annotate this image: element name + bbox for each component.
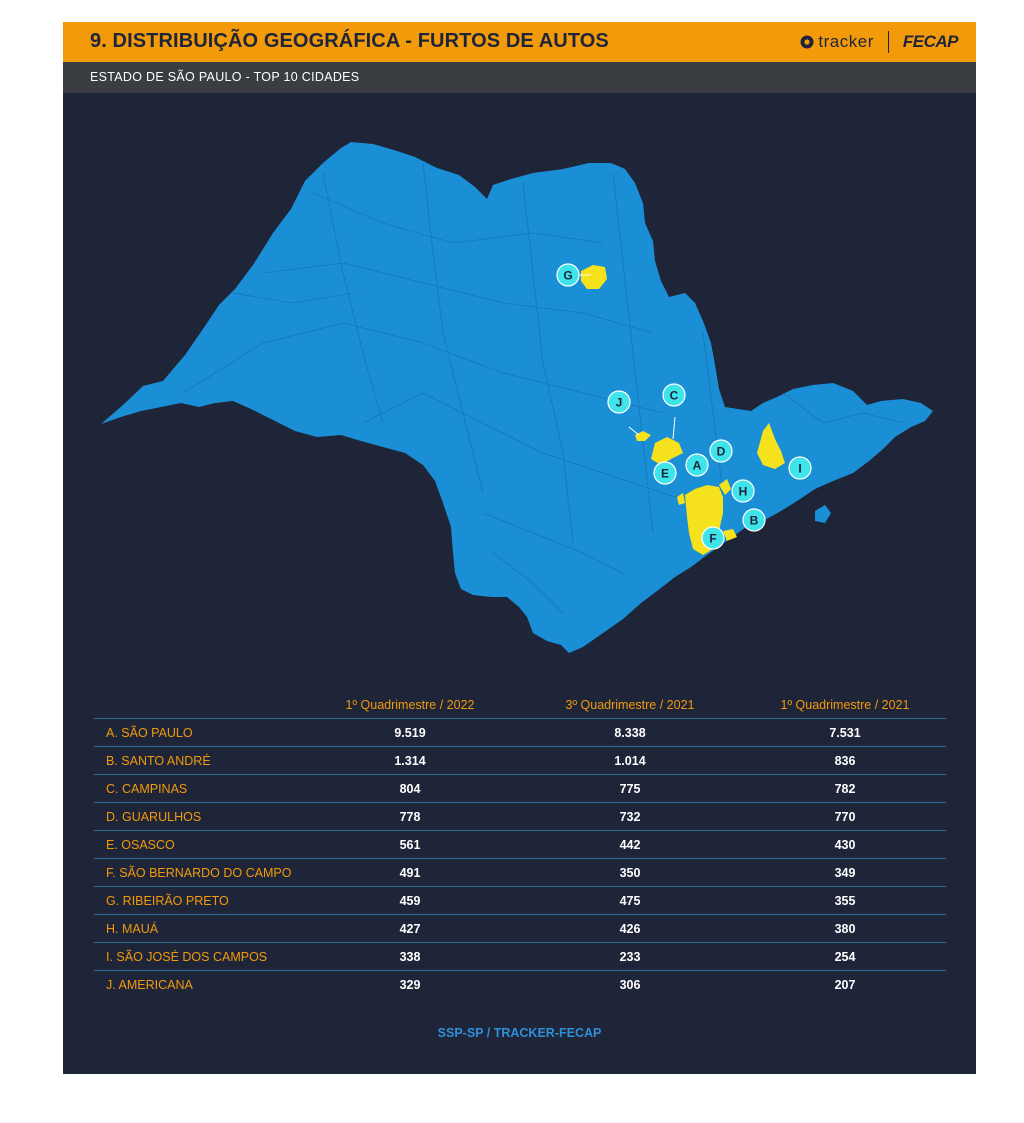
value-q1-2022: 1.314 bbox=[394, 754, 426, 768]
city-name: D. GUARULHOS bbox=[106, 810, 202, 824]
city-name: F. SÃO BERNARDO DO CAMPO bbox=[106, 866, 292, 880]
table-row bbox=[94, 746, 946, 775]
value-q1-2022: 778 bbox=[399, 810, 421, 824]
value-q3-2021: 442 bbox=[619, 838, 641, 852]
marker-e bbox=[654, 462, 676, 484]
marker-c bbox=[663, 384, 685, 406]
table-row bbox=[94, 942, 946, 971]
marker-i bbox=[789, 457, 811, 479]
table-row bbox=[94, 858, 946, 887]
value-q1-2021: 7.531 bbox=[829, 726, 861, 740]
value-q1-2021: 349 bbox=[834, 866, 856, 880]
marker-b bbox=[743, 509, 765, 531]
value-q1-2021: 836 bbox=[834, 754, 856, 768]
value-q1-2022: 427 bbox=[399, 922, 421, 936]
value-q1-2021: 430 bbox=[834, 838, 856, 852]
value-q1-2022: 9.519 bbox=[394, 726, 426, 740]
source-credit: SSP-SP / TRACKER-FECAP bbox=[437, 1026, 602, 1040]
table-row bbox=[94, 830, 946, 859]
value-q1-2022: 459 bbox=[399, 894, 421, 908]
value-q3-2021: 732 bbox=[619, 810, 641, 824]
column-header-q1-2021: 1º Quadrimestre / 2021 bbox=[780, 698, 910, 712]
marker-d-label: D bbox=[716, 444, 726, 459]
tracker-logo: tracker bbox=[818, 32, 874, 51]
marker-a-label: A bbox=[692, 458, 702, 473]
sao-paulo-state-map bbox=[63, 93, 976, 693]
city-name: H. MAUÁ bbox=[106, 922, 159, 936]
brand-logos bbox=[800, 31, 958, 53]
city-name: I. SÃO JOSÉ DOS CAMPOS bbox=[106, 950, 268, 964]
value-q1-2021: 770 bbox=[834, 810, 856, 824]
tracker-logo-icon bbox=[800, 35, 814, 49]
city-name: E. OSASCO bbox=[106, 838, 175, 852]
marker-g-label: G bbox=[563, 268, 573, 283]
header-bar bbox=[63, 22, 976, 62]
marker-i-label: I bbox=[798, 461, 802, 476]
marker-d bbox=[710, 440, 732, 462]
brand-divider bbox=[888, 31, 889, 53]
table-row bbox=[94, 914, 946, 943]
value-q1-2022: 491 bbox=[399, 866, 421, 880]
state-shape bbox=[101, 142, 933, 653]
value-q1-2022: 338 bbox=[399, 950, 421, 964]
marker-e-label: E bbox=[660, 466, 670, 481]
value-q1-2021: 380 bbox=[834, 922, 856, 936]
coastal-island bbox=[815, 505, 831, 523]
value-q1-2022: 329 bbox=[399, 978, 421, 992]
marker-f bbox=[702, 527, 724, 549]
value-q3-2021: 8.338 bbox=[614, 726, 646, 740]
value-q3-2021: 1.014 bbox=[614, 754, 646, 768]
page-title: 9. DISTRIBUIÇÃO GEOGRÁFICA - FURTOS DE AUTOS bbox=[90, 30, 609, 52]
marker-b-label: B bbox=[749, 513, 759, 528]
value-q3-2021: 426 bbox=[619, 922, 641, 936]
value-q3-2021: 775 bbox=[619, 782, 641, 796]
value-q3-2021: 475 bbox=[619, 894, 641, 908]
table-row bbox=[94, 886, 946, 915]
column-header-q1-2022: 1º Quadrimestre / 2022 bbox=[345, 698, 475, 712]
value-q1-2021: 355 bbox=[834, 894, 856, 908]
value-q1-2021: 782 bbox=[834, 782, 856, 796]
city-name: C. CAMPINAS bbox=[106, 782, 188, 796]
marker-j-label: J bbox=[615, 395, 623, 410]
marker-c-label: C bbox=[669, 388, 679, 403]
table-row bbox=[94, 718, 946, 747]
marker-h-label: H bbox=[738, 484, 748, 499]
table-row bbox=[94, 774, 946, 803]
fecap-logo: FECAP bbox=[902, 32, 958, 51]
value-q1-2022: 804 bbox=[399, 782, 421, 796]
marker-a bbox=[686, 454, 708, 476]
city-name: G. RIBEIRÃO PRETO bbox=[106, 894, 229, 908]
city-name: B. SANTO ANDRÉ bbox=[106, 754, 211, 768]
value-q1-2021: 254 bbox=[834, 950, 856, 964]
marker-h bbox=[732, 480, 754, 502]
value-q1-2021: 207 bbox=[834, 978, 856, 992]
marker-j bbox=[608, 391, 630, 413]
column-header-q3-2021: 3º Quadrimestre / 2021 bbox=[565, 698, 695, 712]
table-row bbox=[94, 802, 946, 831]
page-subtitle: ESTADO DE SÃO PAULO - TOP 10 CIDADES bbox=[90, 70, 360, 84]
marker-f-label: F bbox=[709, 531, 717, 546]
value-q3-2021: 350 bbox=[619, 866, 641, 880]
value-q1-2022: 561 bbox=[399, 838, 421, 852]
infographic-card bbox=[63, 22, 976, 1074]
subheader-bar bbox=[63, 62, 976, 93]
value-q3-2021: 306 bbox=[619, 978, 641, 992]
table-row bbox=[94, 970, 946, 999]
city-name: A. SÃO PAULO bbox=[106, 726, 193, 740]
value-q3-2021: 233 bbox=[619, 950, 641, 964]
marker-g bbox=[557, 264, 579, 286]
city-name: J. AMERICANA bbox=[106, 978, 193, 992]
